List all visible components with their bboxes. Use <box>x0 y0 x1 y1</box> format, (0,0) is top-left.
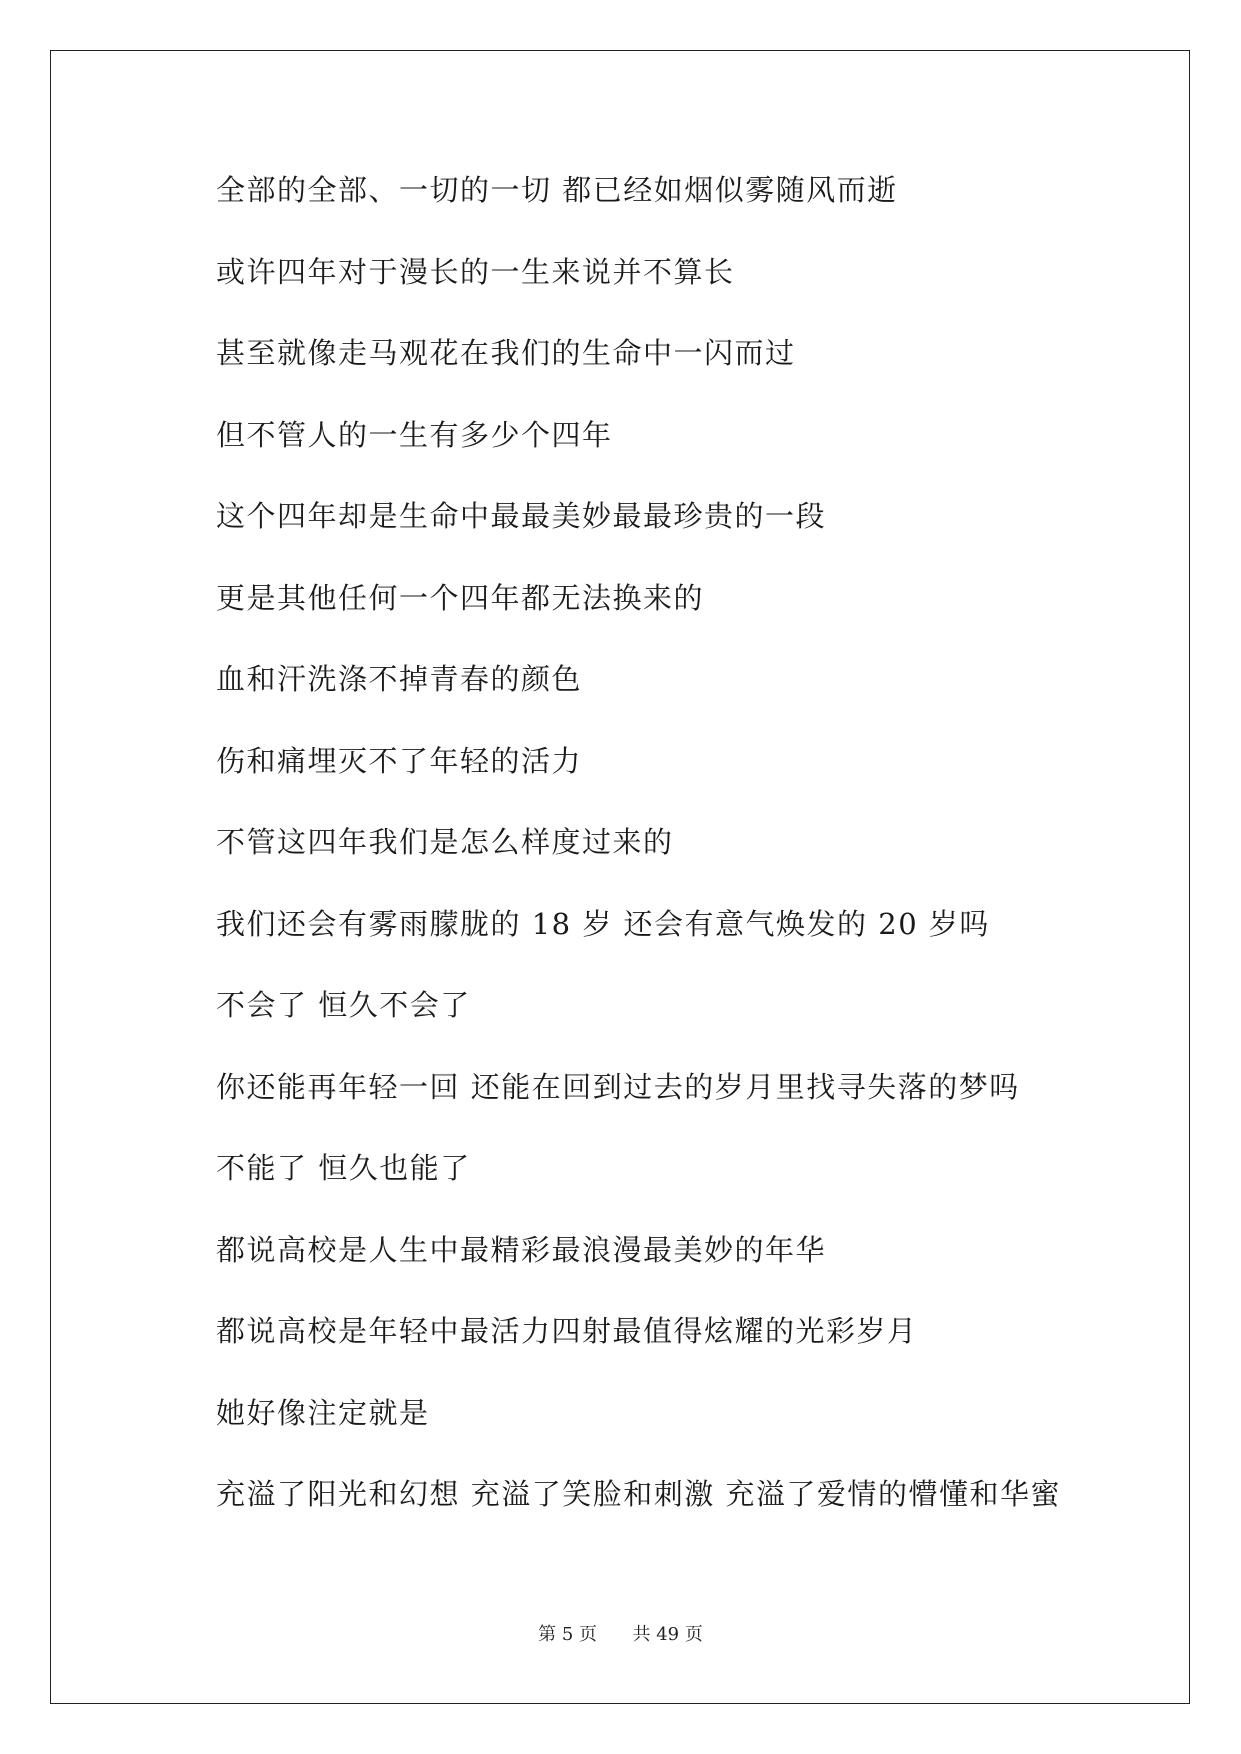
text-line: 充溢了阳光和幻想 充溢了笑脸和刺激 充溢了爱情的懵懂和华蜜 <box>216 1477 1061 1511</box>
text-line: 这个四年却是生命中最最美妙最最珍贵的一段 <box>216 499 827 533</box>
text-line: 你还能再年轻一回 还能在回到过去的岁月里找寻失落的梦吗 <box>216 1069 1020 1104</box>
text-line: 血和汗洗涤不掉青春的颜色 <box>216 662 583 696</box>
text-line: 都说高校是人生中最精彩最浪漫最美妙的年华 <box>216 1232 827 1267</box>
text-line: 我们还会有雾雨朦胧的 18 岁 还会有意气焕发的 20 岁吗 <box>216 906 990 941</box>
text-line: 不管这四年我们是怎么样度过来的 <box>216 825 674 859</box>
text-line: 全部的全部、一切的一切 都已经如烟似雾随风而逝 <box>216 173 898 207</box>
text-line: 伤和痛埋灭不了年轻的活力 <box>216 743 583 778</box>
text-line: 她好像注定就是 <box>216 1395 430 1430</box>
text-line: 或许四年对于漫长的一生来说并不算长 <box>216 254 735 289</box>
document-body <box>216 160 1116 1546</box>
page-number: 第 5 页 <box>538 1624 598 1645</box>
page-total: 共 49 页 <box>632 1624 703 1645</box>
text-line: 不能了 恒久也能了 <box>216 1151 471 1185</box>
text-line: 不会了 恒久不会了 <box>216 988 471 1022</box>
text-line: 更是其他任何一个四年都无法换来的 <box>216 580 705 615</box>
text-line: 甚至就像走马观花在我们的生命中一闪而过 <box>216 336 796 370</box>
page-footer <box>0 1620 1241 1646</box>
text-line: 但不管人的一生有多少个四年 <box>216 417 613 452</box>
text-line: 都说高校是年轻中最活力四射最值得炫耀的光彩岁月 <box>216 1314 918 1348</box>
